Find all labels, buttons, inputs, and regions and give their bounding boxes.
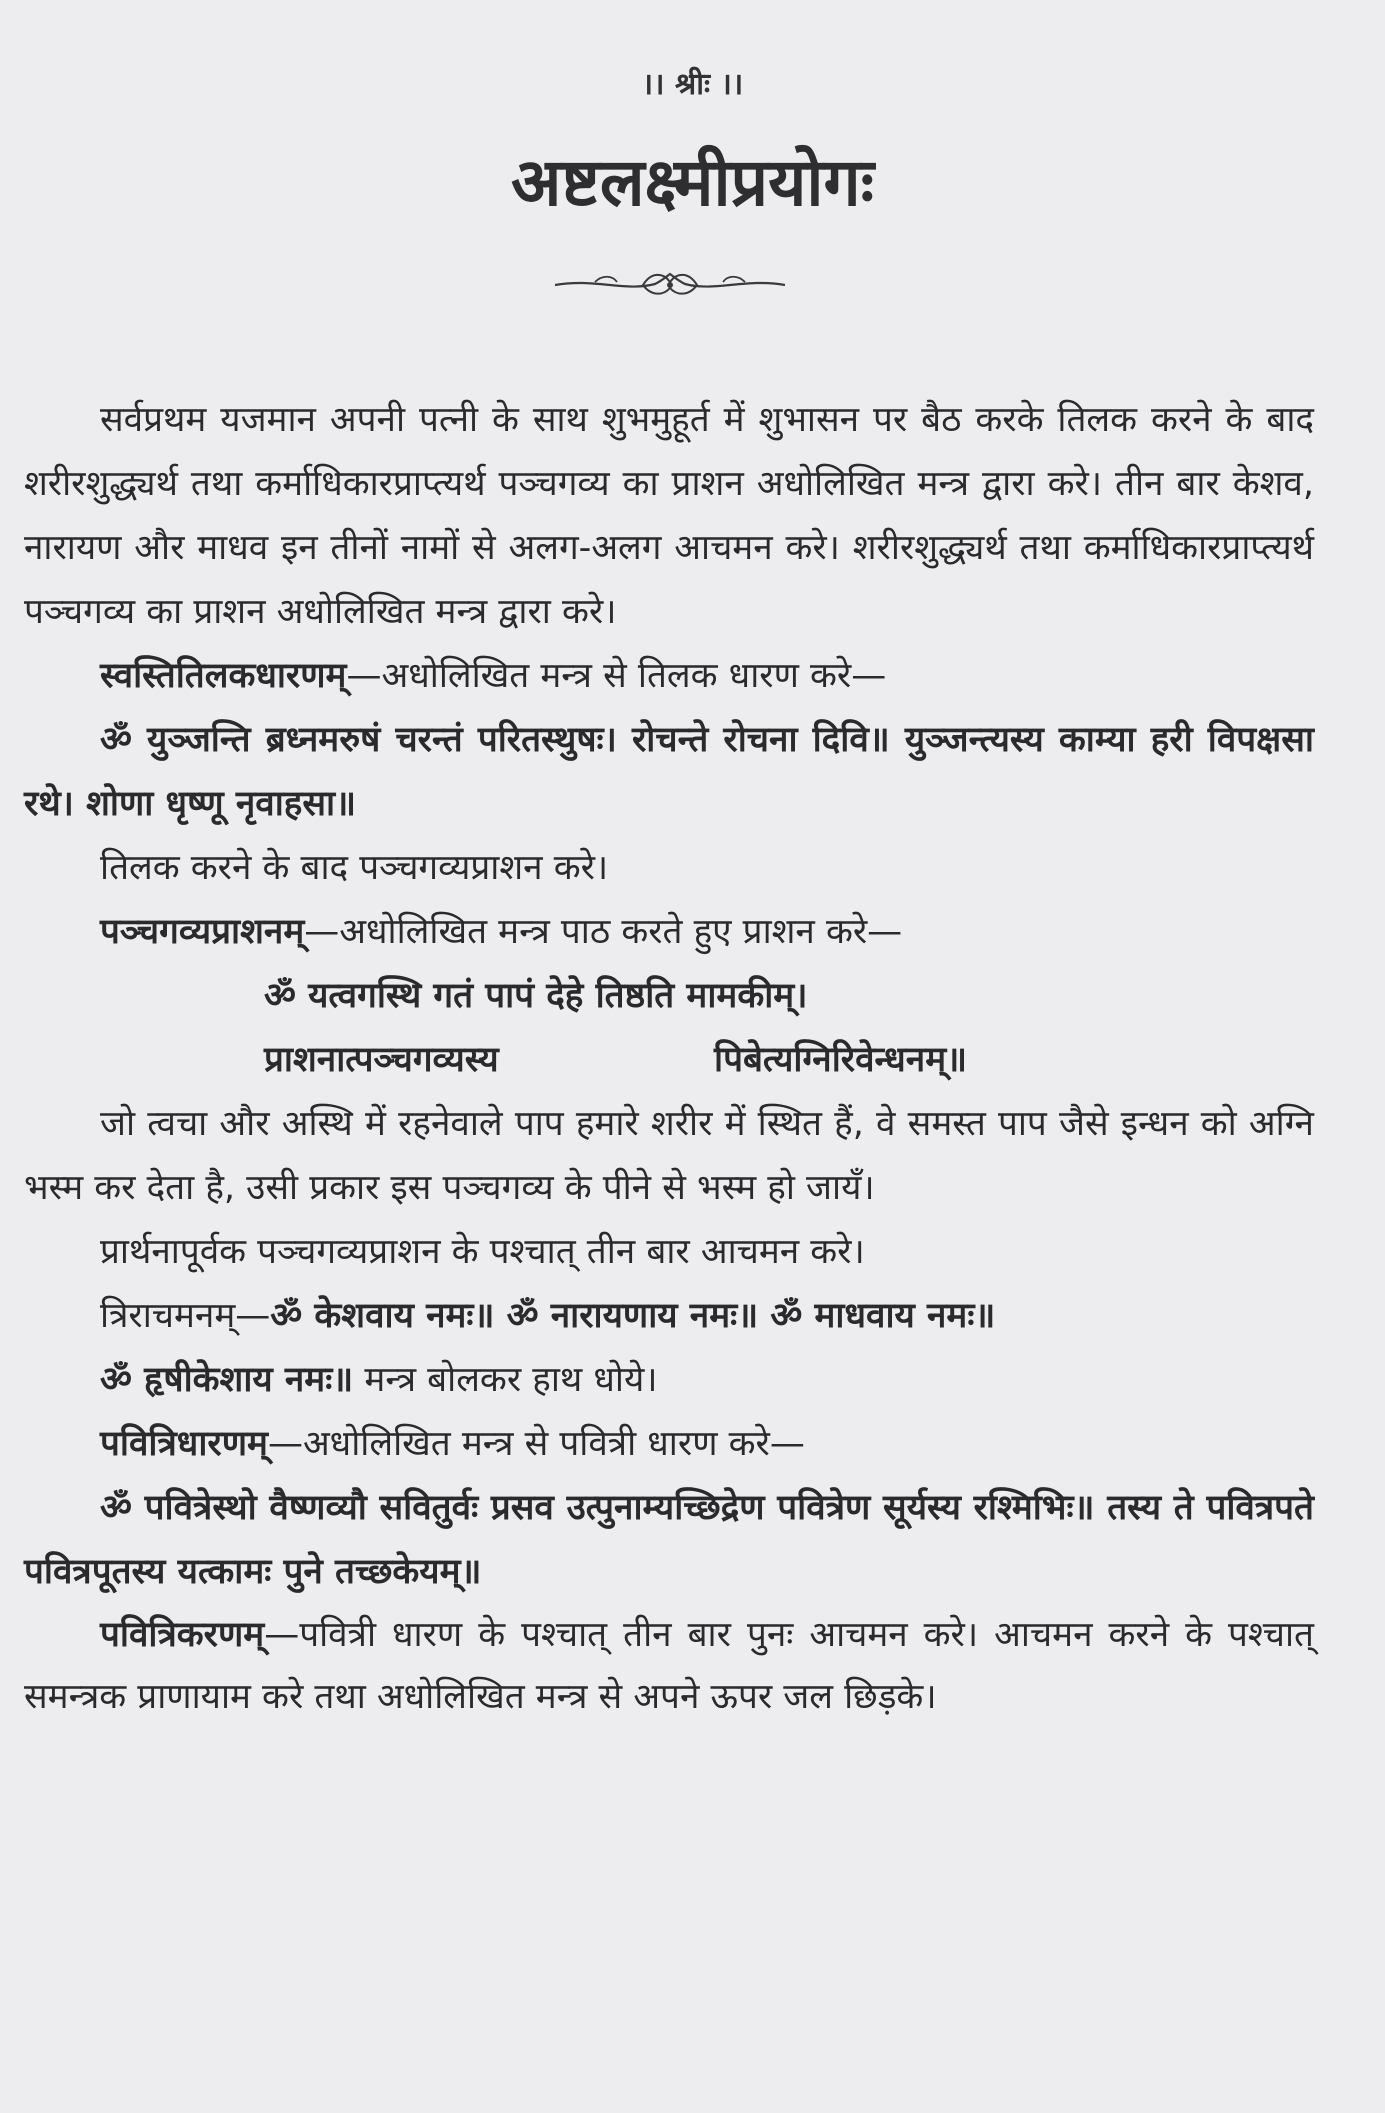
invocation: ।। श्रीः ।।: [641, 67, 744, 102]
panchagavya-instruction: [24, 900, 1314, 964]
hrishikesh-mantra: ॐ हृषीकेशाय नमः॥: [100, 1360, 354, 1400]
pavitri-mantra: ॐ पवित्रेस्थो वैष्णव्यौ सवितुर्वः प्रसव उत्पुनाम्यच्छिद्रेण पवित्रेण सूर्यस्य रश्मिभिः॥ तस्य ते पवित्रपते पवित्रपूतस्य यत्कामः पुने तच्छकेयम्॥: [24, 1488, 1314, 1592]
panchagavya-text: —अधोलिखित मन्त्र पाठ करते हुए प्राशन करे—: [304, 912, 903, 952]
pavitrikaran-text: —पवित्री धारण के पश्चात् तीन बार पुनः आचमन करे। आचमन करने के पश्चात् समन्त्रक प्राणायाम करे तथा अधोलिखित मन्त्र से अपने ऊपर जल छिड़के।: [24, 1615, 1314, 1717]
achaman-mantras: ॐ केशवाय नमः॥ ॐ नारायणाय नमः॥ ॐ माधवाय नमः॥: [270, 1296, 996, 1336]
page-title: अष्टलक्ष्मीप्रयोगः: [510, 144, 875, 221]
panchagavya-heading: पञ्चगव्यप्राशनम्: [100, 912, 305, 952]
page-content: [24, 388, 1314, 1728]
tilak-text: —अधोलिखित मन्त्र से तिलक धारण करे—: [346, 656, 887, 696]
hrishikesh-text: मन्त्र बोलकर हाथ धोये।: [353, 1360, 658, 1400]
tilak-instruction: [24, 644, 1314, 708]
verse-line-2: [24, 1028, 1314, 1092]
pavitrikaran-heading: पवित्रिकरणम्: [100, 1615, 265, 1655]
verse-line-2a: प्राशनात्पञ्चगव्यस्य: [264, 1040, 499, 1080]
verse-line-1: ॐ यत्वगस्थि गतं पापं देहे तिष्ठति मामकीम्।: [264, 976, 808, 1016]
verse-line-2b: पिबेत्यग्निरिवेन्धनम्॥: [714, 1040, 968, 1080]
intro-paragraph: सर्वप्रथम यजमान अपनी पत्नी के साथ शुभमुहूर्त में शुभासन पर बैठ करके तिलक करने के बाद शरीरशुद्ध्यर्थ तथा कर्माधिकारप्राप्त्यर्थ पञ्चगव्य का प्राशन अधोलिखित मन्त्र द्वारा करे। तीन बार केशव, नारायण और माधव इन तीनों नामों से अलग-अलग आचमन करे। शरीरशुद्ध्यर्थ तथा कर्माधिकारप्राप्त्यर्थ पञ्चगव्य का प्राशन अधोलिखित मन्त्र द्वारा करे।: [24, 400, 1314, 632]
achaman-heading: त्रिराचमनम्—: [100, 1296, 271, 1336]
verse-meaning: जो त्वचा और अस्थि में रहनेवाले पाप हमारे शरीर में स्थित हैं, वे समस्त पाप जैसे इन्धन को अग्नि भस्म कर देता है, उसी प्रकार इस पञ्चगव्य के पीने से भस्म हो जायँ।: [24, 1104, 1314, 1208]
pavitri-instruction: [24, 1412, 1314, 1476]
achaman-line: [24, 1284, 1314, 1348]
after-tilak-text: तिलक करने के बाद पञ्चगव्यप्राशन करे।: [100, 848, 609, 888]
tilak-mantra: ॐ युञ्जन्ति ब्रध्नमरुषं चरन्तं परितस्थुषः। रोचन्ते रोचना दिवि॥ युञ्जन्त्यस्य काम्या हरी विपक्षसा रथे। शोणा धृष्णू नृवाहसा॥: [24, 720, 1314, 824]
after-prashan-text: प्रार्थनापूर्वक पञ्चगव्यप्राशन के पश्चात् तीन बार आचमन करे।: [100, 1232, 865, 1272]
tilak-heading: स्वस्तितिलकधारणम्: [100, 656, 347, 696]
ornament-divider: [555, 268, 785, 302]
pavitri-heading: पवित्रिधारणम्: [100, 1424, 268, 1464]
pavitri-text: —अधोलिखित मन्त्र से पवित्री धारण करे—: [267, 1424, 805, 1464]
pavitrikaran-paragraph: [24, 1604, 1314, 1728]
hrishikesh-line: [24, 1348, 1314, 1412]
